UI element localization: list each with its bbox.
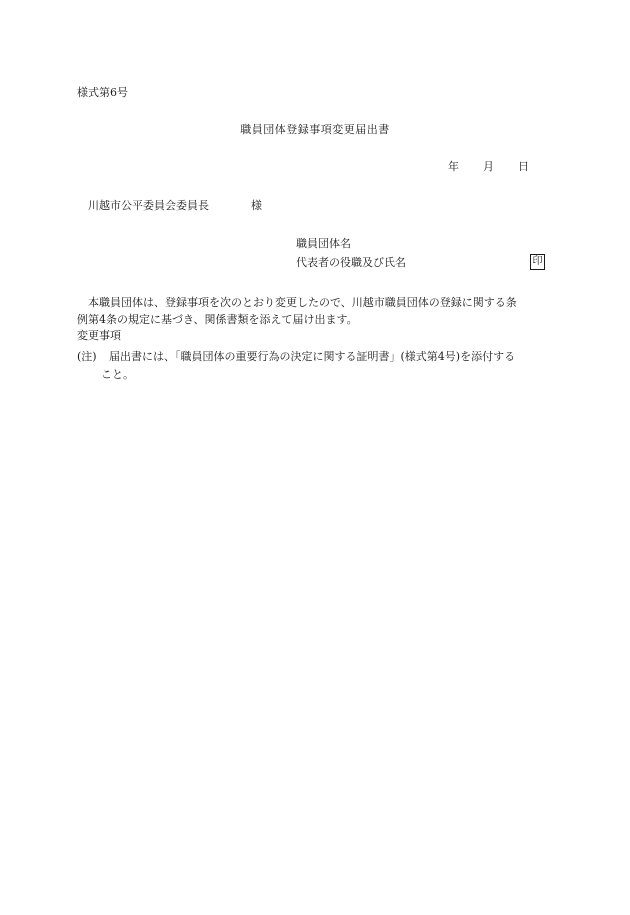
change-items-label: 変更事項	[77, 329, 121, 342]
org-name-label: 職員団体名	[296, 237, 351, 250]
body-line-1-text: 本職員団体は、登録事項を次のとおり変更したので、川越市職員団体の登録に関する条	[88, 296, 517, 309]
note-line-2: こと。	[101, 368, 134, 381]
addressee-honorific: 様	[251, 199, 262, 212]
addressee-name: 川越市公平委員会委員長	[88, 199, 209, 212]
form-number: 様式第6号	[77, 86, 128, 99]
date-row	[448, 160, 529, 173]
body-line-1	[77, 294, 557, 311]
seal-mark: 印	[530, 254, 545, 270]
year-label: 年	[448, 160, 459, 173]
body-paragraph	[77, 294, 557, 328]
body-line-2: 例第4条の規定に基づき、関係書類を添えて届け出ます。	[77, 313, 358, 326]
representative-label: 代表者の役職及び氏名	[296, 256, 406, 269]
note-line-1: 届出書には、「職員団体の重要行為の決定に関する証明書」(様式第4号)を添付する	[109, 350, 516, 363]
month-label: 月	[483, 160, 494, 173]
addressee	[88, 199, 262, 212]
note-label: (注)	[77, 350, 97, 363]
day-label: 日	[518, 160, 529, 173]
note-block	[77, 348, 515, 384]
document-title: 職員団体登録事項変更届出書	[240, 123, 390, 136]
